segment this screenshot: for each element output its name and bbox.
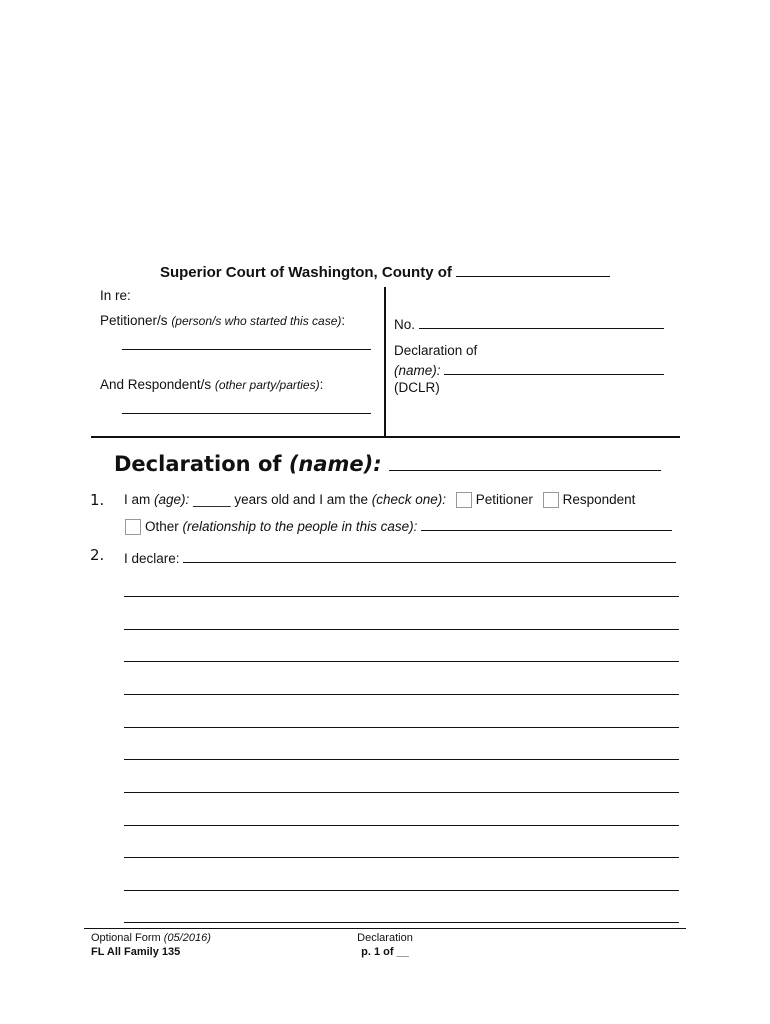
declarant-name-field[interactable]: [444, 360, 664, 375]
footer-form-date: (05/2016): [163, 932, 211, 944]
petitioner-checkbox[interactable]: [456, 492, 472, 508]
respondent-note: (other party/parties): [214, 378, 320, 392]
respondent-colon: :: [319, 377, 324, 392]
case-number-field[interactable]: [419, 314, 664, 329]
petitioner-name-field[interactable]: [122, 349, 371, 350]
case-number-label: No.: [394, 317, 416, 332]
respondent-label: And Respondent/s: [100, 377, 212, 392]
declaration-writing-line[interactable]: [124, 792, 679, 793]
other-option: Other: [145, 519, 179, 534]
declaration-heading: [114, 450, 661, 476]
caption-vertical-divider: [384, 287, 386, 437]
declaration-writing-line[interactable]: [124, 922, 679, 923]
petitioner-colon: :: [341, 313, 346, 328]
years-text: years old and I am the: [234, 492, 368, 507]
relationship-field[interactable]: [421, 516, 672, 531]
declaration-field-first[interactable]: [183, 548, 676, 563]
declaration-writing-line[interactable]: [124, 759, 679, 760]
other-checkbox[interactable]: [125, 519, 141, 535]
footer-form-info: [91, 932, 211, 944]
item-2-line: [124, 548, 676, 566]
declaration-writing-line[interactable]: [124, 694, 679, 695]
declaration-writing-line[interactable]: [124, 825, 679, 826]
age-field[interactable]: _____: [193, 492, 231, 507]
petitioner-label: Petitioner/s: [100, 313, 168, 328]
item-1-number: 1.: [90, 491, 105, 509]
declaration-writing-line[interactable]: [124, 727, 679, 728]
form-code: (DCLR): [394, 380, 440, 395]
respondent-name-field[interactable]: [122, 413, 371, 414]
respondent-option: Respondent: [562, 492, 636, 507]
petitioner-option: Petitioner: [475, 492, 533, 507]
in-re-label: In re:: [100, 288, 131, 303]
footer-rule: [84, 928, 686, 929]
item-1-line-1: [124, 492, 635, 508]
respondent-caption: [100, 377, 323, 392]
footer-form-id: FL All Family 135: [91, 946, 181, 958]
declaration-writing-line[interactable]: [124, 857, 679, 858]
declaration-of-label: Declaration of: [394, 343, 478, 358]
i-declare-label: I declare:: [124, 551, 180, 566]
footer-page-number: p. 1 of __: [361, 946, 409, 958]
petitioner-caption: [100, 313, 345, 328]
heading-name-label: (name):: [288, 452, 382, 476]
item-2-number: 2.: [90, 546, 105, 564]
footer-title: Declaration: [357, 932, 413, 944]
i-am-text: I am: [124, 492, 151, 507]
declarant-name-label: (name):: [394, 363, 441, 378]
case-number-row: [394, 314, 664, 332]
respondent-checkbox[interactable]: [543, 492, 559, 508]
heading-name-field[interactable]: [389, 450, 661, 471]
court-title-text: Superior Court of Washington, County of: [159, 264, 452, 281]
petitioner-note: (person/s who started this case): [171, 314, 342, 328]
declaration-writing-line[interactable]: [124, 629, 679, 630]
county-field[interactable]: [456, 262, 610, 277]
court-title: [0, 262, 770, 281]
other-note: (relationship to the people in this case):: [182, 519, 418, 534]
declarant-row: [394, 360, 664, 378]
heading-prefix: Declaration of: [114, 452, 282, 476]
age-label: (age):: [154, 492, 190, 507]
declaration-writing-line[interactable]: [124, 596, 679, 597]
declaration-writing-line[interactable]: [124, 661, 679, 662]
check-one-label: (check one):: [371, 492, 447, 507]
footer-form-label: Optional Form: [91, 932, 161, 944]
caption-bottom-rule: [91, 436, 680, 438]
declaration-writing-line[interactable]: [124, 890, 679, 891]
item-1-line-2: [125, 516, 672, 535]
